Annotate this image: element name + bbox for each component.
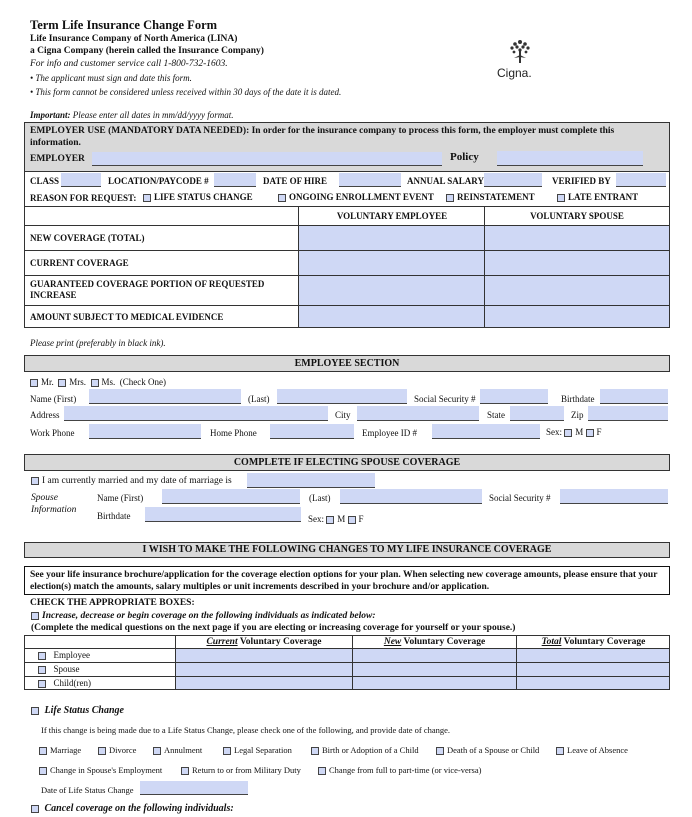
reason-late-entrant[interactable] bbox=[557, 192, 638, 202]
event-divorce[interactable] bbox=[98, 745, 136, 755]
employee-section-header: EMPLOYEE SECTION bbox=[24, 355, 670, 372]
date-change-label: Date of Life Status Change bbox=[41, 785, 134, 795]
event-marriage[interactable] bbox=[39, 745, 81, 755]
event-annulment-label: Annulment bbox=[164, 745, 203, 755]
cancel-label: Cancel coverage on the following individuals: bbox=[44, 803, 234, 814]
employee-first-name-input[interactable] bbox=[89, 389, 241, 404]
event-legal-separation[interactable] bbox=[223, 745, 292, 755]
reason-ongoing[interactable] bbox=[278, 192, 434, 202]
cancel-checkbox[interactable] bbox=[31, 805, 39, 813]
bullet-30-days: • This form cannot be considered unless received within 30 days of the date it is dated. bbox=[30, 87, 342, 97]
brochure-notice: See your life insurance brochure/application for the coverage election options for your plan. When selecting new coverage amounts, please ensure that your election(s) match the amounts, salary multiples or unit increments described in your brochure and/or application. bbox=[24, 566, 670, 595]
spouse-checkbox[interactable] bbox=[38, 666, 46, 674]
event-death[interactable] bbox=[436, 745, 539, 755]
reason-ongoing-label: ONGOING ENROLLMENT EVENT bbox=[289, 192, 434, 202]
reason-reinstatement[interactable] bbox=[446, 192, 535, 202]
spouse-sex-m-checkbox[interactable] bbox=[326, 516, 334, 524]
company-line-1: Life Insurance Company of North America (LINA) bbox=[30, 34, 238, 44]
marriage-date-input[interactable] bbox=[247, 473, 375, 488]
medical-note: (Complete the medical questions on the next page if you are electing or increasing coverage for yourself or your spouse.) bbox=[31, 623, 516, 633]
state-label: State bbox=[487, 410, 505, 420]
spouse-last-name-input[interactable] bbox=[340, 489, 482, 504]
part-time-checkbox[interactable] bbox=[318, 767, 326, 775]
cigna-logo-text: Cigna. bbox=[497, 66, 532, 80]
form-title: Term Life Insurance Change Form bbox=[30, 18, 218, 32]
event-annulment[interactable] bbox=[153, 745, 202, 755]
checkbox-icon[interactable] bbox=[278, 194, 286, 202]
children-current-input[interactable] bbox=[176, 677, 352, 689]
annulment-checkbox[interactable] bbox=[153, 747, 161, 755]
event-spouse-employment[interactable] bbox=[39, 765, 162, 775]
increase-checkbox[interactable] bbox=[31, 612, 39, 620]
checkbox-icon[interactable] bbox=[557, 194, 565, 202]
col-current-u: Current bbox=[206, 637, 238, 647]
salary-label: ANNUAL SALARY bbox=[407, 176, 484, 186]
employee-ssn-input[interactable] bbox=[480, 389, 548, 404]
spouse-new-input[interactable] bbox=[353, 663, 516, 676]
verified-input[interactable] bbox=[616, 173, 666, 187]
check-boxes-label: CHECK THE APPROPRIATE BOXES: bbox=[30, 598, 195, 608]
event-marriage-label: Marriage bbox=[50, 745, 82, 755]
print-note: Please print (preferably in black ink). bbox=[30, 338, 166, 348]
bullet-sign: • The applicant must sign and date this form. bbox=[30, 73, 192, 83]
date-hire-input[interactable] bbox=[339, 173, 401, 187]
col-new-u: New bbox=[383, 637, 402, 647]
zip-input[interactable] bbox=[588, 406, 668, 421]
event-birth-adoption[interactable] bbox=[311, 745, 419, 755]
class-input[interactable] bbox=[61, 173, 101, 187]
reason-reinstatement-label: REINSTATEMENT bbox=[457, 192, 535, 202]
employee-label: Employee bbox=[53, 650, 90, 660]
col-total-rest: Voluntary Coverage bbox=[561, 637, 646, 647]
employer-label: EMPLOYER bbox=[30, 154, 85, 164]
changes-section-header: I WISH TO MAKE THE FOLLOWING CHANGES TO MY LIFE INSURANCE COVERAGE bbox=[24, 542, 670, 558]
spouse-info-1: Spouse bbox=[31, 493, 58, 503]
location-input[interactable] bbox=[214, 173, 256, 187]
employee-total-input[interactable] bbox=[517, 649, 669, 662]
address-input[interactable] bbox=[64, 406, 328, 421]
divorce-checkbox[interactable] bbox=[98, 747, 106, 755]
verified-label: VERIFIED BY bbox=[552, 176, 611, 186]
ssn-label: Social Security # bbox=[414, 394, 476, 404]
row-current-coverage: CURRENT COVERAGE bbox=[30, 258, 129, 268]
employee-sex bbox=[546, 427, 602, 437]
new-coverage-employee-input[interactable] bbox=[299, 226, 484, 250]
m-label: M bbox=[575, 427, 584, 437]
event-leave[interactable] bbox=[556, 745, 628, 755]
spouse-ssn-input[interactable] bbox=[560, 489, 668, 504]
person-employee bbox=[38, 650, 90, 660]
sex-f-checkbox[interactable] bbox=[586, 429, 594, 437]
checkbox-icon[interactable] bbox=[143, 194, 151, 202]
f-label: F bbox=[596, 427, 602, 437]
cancel-row bbox=[31, 803, 234, 814]
date-hire-label: DATE OF HIRE bbox=[263, 176, 328, 186]
work-phone-input[interactable] bbox=[89, 424, 201, 439]
spouse-employment-checkbox[interactable] bbox=[39, 767, 47, 775]
event-military[interactable] bbox=[181, 765, 301, 775]
row-new-coverage: NEW COVERAGE (TOTAL) bbox=[30, 233, 145, 243]
city-label: City bbox=[335, 410, 351, 420]
col-new-rest: Voluntary Coverage bbox=[401, 637, 486, 647]
checkbox-icon[interactable] bbox=[446, 194, 454, 202]
spouse-birthdate-label: Birthdate bbox=[97, 511, 131, 521]
life-status-note: If this change is being made due to a Life Status Change, please check one of the following, and provide date of change. bbox=[41, 725, 451, 735]
children-checkbox[interactable] bbox=[38, 680, 46, 688]
children-total-input[interactable] bbox=[517, 677, 669, 689]
spouse-total-input[interactable] bbox=[517, 663, 669, 676]
info-line: For info and customer service call 1-800-732-1603. bbox=[30, 59, 228, 69]
col-voluntary-employee: VOLUNTARY EMPLOYEE bbox=[336, 211, 448, 221]
mr-label: Mr. bbox=[41, 377, 54, 387]
mrs-checkbox[interactable] bbox=[58, 379, 66, 387]
policy-input[interactable] bbox=[497, 151, 643, 166]
spouse-sex bbox=[308, 514, 364, 524]
medical-evidence-employee-input[interactable] bbox=[299, 306, 484, 327]
birth-adoption-checkbox[interactable] bbox=[311, 747, 319, 755]
ms-label: Ms. bbox=[101, 377, 116, 387]
current-coverage-employee-input[interactable] bbox=[299, 251, 484, 275]
col-new bbox=[353, 637, 516, 647]
spouse-first-label: Name (First) bbox=[97, 493, 144, 503]
children-label: Child(ren) bbox=[53, 678, 91, 688]
spouse-last-label: (Last) bbox=[309, 493, 331, 503]
spouse-ssn-label: Social Security # bbox=[489, 493, 551, 503]
event-divorce-label: Divorce bbox=[109, 745, 137, 755]
spouse-sex-label: Sex: bbox=[308, 514, 325, 524]
row-guaranteed: GUARANTEED COVERAGE PORTION OF REQUESTED INCREASE bbox=[30, 279, 265, 300]
guaranteed-employee-input[interactable] bbox=[299, 276, 484, 305]
mr-checkbox[interactable] bbox=[30, 379, 38, 387]
spouse-label: Spouse bbox=[53, 664, 80, 674]
col-total bbox=[517, 637, 670, 647]
salary-input[interactable] bbox=[484, 173, 542, 187]
event-birth-adoption-label: Birth or Adoption of a Child bbox=[322, 745, 419, 755]
last-label: (Last) bbox=[248, 394, 270, 404]
check-one-label: (Check One) bbox=[119, 377, 167, 387]
sex-m-checkbox[interactable] bbox=[564, 429, 572, 437]
reason-life-status[interactable] bbox=[143, 192, 253, 202]
event-leave-label: Leave of Absence bbox=[567, 745, 628, 755]
important-text: Please enter all dates in mm/dd/yyyy format. bbox=[70, 110, 234, 120]
life-status-checkbox[interactable] bbox=[31, 707, 39, 715]
employee-current-input[interactable] bbox=[176, 649, 352, 662]
event-death-label: Death of a Spouse or Child bbox=[447, 745, 540, 755]
important-label: Important: bbox=[30, 110, 71, 120]
location-label: LOCATION/PAYCODE # bbox=[108, 176, 209, 186]
cigna-tree-icon bbox=[500, 38, 540, 68]
city-input[interactable] bbox=[357, 406, 479, 421]
marriage-checkbox[interactable] bbox=[39, 747, 47, 755]
address-label: Address bbox=[30, 410, 60, 420]
employee-id-input[interactable] bbox=[432, 424, 540, 439]
leave-checkbox[interactable] bbox=[556, 747, 564, 755]
spouse-birthdate-input[interactable] bbox=[145, 507, 301, 522]
event-part-time-label: Change from full to part-time (or vice-versa) bbox=[329, 765, 482, 775]
home-phone-input[interactable] bbox=[270, 424, 354, 439]
birthdate-label: Birthdate bbox=[561, 394, 595, 404]
reason-late-entrant-label: LATE ENTRANT bbox=[568, 192, 639, 202]
current-coverage-spouse-input[interactable] bbox=[485, 251, 669, 275]
zip-label: Zip bbox=[571, 410, 584, 420]
spouse-m-label: M bbox=[337, 514, 346, 524]
employer-intro: EMPLOYER USE (MANDATORY DATA NEEDED): In order for the insurance company to process this form, the employer must complete this information. bbox=[30, 126, 615, 148]
spouse-f-label: F bbox=[358, 514, 364, 524]
spouse-info-2: Information bbox=[31, 505, 77, 515]
col-current bbox=[176, 637, 352, 647]
sex-label: Sex: bbox=[546, 427, 563, 437]
state-input[interactable] bbox=[510, 406, 564, 421]
mrs-label: Mrs. bbox=[69, 377, 87, 387]
work-phone-label: Work Phone bbox=[30, 428, 75, 438]
medical-evidence-spouse-input[interactable] bbox=[485, 306, 669, 327]
employee-last-name-input[interactable] bbox=[277, 389, 407, 404]
event-military-label: Return to or from Military Duty bbox=[192, 765, 301, 775]
married-row bbox=[31, 476, 232, 486]
spouse-section-header: COMPLETE IF ELECTING SPOUSE COVERAGE bbox=[24, 454, 670, 471]
employee-checkbox[interactable] bbox=[38, 652, 46, 660]
married-checkbox[interactable] bbox=[31, 477, 39, 485]
home-phone-label: Home Phone bbox=[210, 428, 257, 438]
employer-input[interactable] bbox=[92, 152, 442, 166]
important-note bbox=[30, 110, 233, 120]
date-change-input[interactable] bbox=[140, 781, 248, 795]
col-current-rest: Voluntary Coverage bbox=[237, 637, 322, 647]
class-label: CLASS bbox=[30, 176, 60, 186]
company-line-2: a Cigna Company (herein called the Insurance Company) bbox=[30, 46, 264, 56]
legal-separation-checkbox[interactable] bbox=[223, 747, 231, 755]
spouse-sex-f-checkbox[interactable] bbox=[348, 516, 356, 524]
life-status-label: Life Status Change bbox=[44, 705, 124, 716]
row-medical-evidence: AMOUNT SUBJECT TO MEDICAL EVIDENCE bbox=[30, 312, 224, 322]
title-checkboxes bbox=[30, 377, 166, 387]
name-first-label: Name (First) bbox=[30, 394, 77, 404]
life-status-row bbox=[31, 705, 124, 716]
reason-label: REASON FOR REQUEST: bbox=[30, 193, 137, 203]
ms-checkbox[interactable] bbox=[91, 379, 99, 387]
reason-life-status-label: LIFE STATUS CHANGE bbox=[154, 192, 253, 202]
death-checkbox[interactable] bbox=[436, 747, 444, 755]
military-checkbox[interactable] bbox=[181, 767, 189, 775]
employee-new-input[interactable] bbox=[353, 649, 516, 662]
increase-label: Increase, decrease or begin coverage on the following individuals as indicated below: bbox=[42, 611, 376, 621]
children-new-input[interactable] bbox=[353, 677, 516, 689]
new-coverage-spouse-input[interactable] bbox=[485, 226, 669, 250]
spouse-current-input[interactable] bbox=[176, 663, 352, 676]
policy-label: Policy bbox=[450, 151, 479, 163]
employee-birthdate-input[interactable] bbox=[600, 389, 668, 404]
person-spouse bbox=[38, 664, 80, 674]
married-label: I am currently married and my date of marriage is bbox=[42, 476, 232, 486]
employee-id-label: Employee ID # bbox=[362, 428, 417, 438]
spouse-first-name-input[interactable] bbox=[162, 489, 300, 504]
event-legal-separation-label: Legal Separation bbox=[234, 745, 292, 755]
increase-row bbox=[31, 611, 376, 621]
event-spouse-employment-label: Change in Spouse's Employment bbox=[50, 765, 163, 775]
event-part-time[interactable] bbox=[318, 765, 481, 775]
col-voluntary-spouse: VOLUNTARY SPOUSE bbox=[530, 211, 624, 221]
guaranteed-spouse-input[interactable] bbox=[485, 276, 669, 305]
col-total-u: Total bbox=[541, 637, 562, 647]
person-children bbox=[38, 678, 91, 688]
